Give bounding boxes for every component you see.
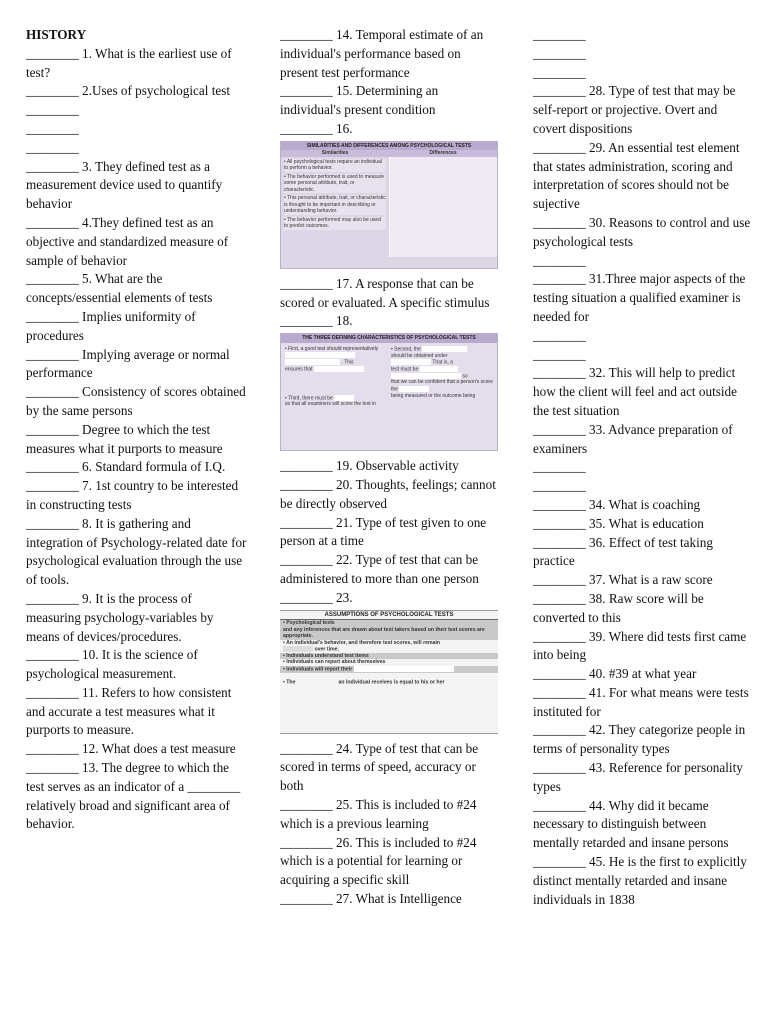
table-text: an individual receives is equal to his or her: [338, 679, 445, 686]
question-39: ________ 39. Where did tests first came into being: [533, 628, 747, 663]
question-36: ________ 36. Effect of test taking practice: [533, 534, 713, 569]
question-5d: ________ Degree to which the test measures what it purports to measure: [26, 421, 223, 456]
question-37: ________ 37. What is a raw score: [533, 572, 713, 588]
answer-blank: ________: [533, 252, 586, 268]
table-title: SIMILARITIES AND DIFFERENCES AMONG PSYCHOLOGICAL TESTS: [281, 142, 497, 151]
question-6: ________ 6. Standard formula of I.Q.: [26, 459, 226, 475]
question-20: ________ 20. Thoughts, feelings; cannot be directly observed: [280, 476, 496, 511]
question-40: ________ 40. #39 at what year: [533, 666, 697, 682]
table-text: that we can be confident that a person's score: [391, 379, 493, 386]
question-5c: ________ Consistency of scores obtained by the same persons: [26, 384, 246, 418]
table-text: • Individuals can report about themselves: [283, 659, 386, 666]
column-header-differences: Differences: [429, 150, 457, 157]
question-15: ________ 15. Determining an individual's present condition: [280, 83, 439, 118]
question-5b: ________ Implying average or normal performance: [26, 346, 230, 381]
question-7: ________ 7. 1st country to be interested in constructing tests: [26, 478, 239, 512]
table-text: • Psychological tests: [280, 620, 498, 627]
answer-blank: ________: [26, 120, 79, 136]
answer-blank: ________: [533, 459, 586, 475]
table-text: test must be: [391, 366, 419, 373]
question-30: ________ 30. Reasons to control and use psychological tests: [533, 214, 751, 249]
fill-blank: [334, 395, 354, 401]
question-5a: ________ Implies uniformity of procedures: [26, 308, 196, 343]
table-text: • The: [283, 679, 296, 686]
table-text: • Individuals will report their: [283, 666, 353, 673]
fill-blank: [399, 386, 429, 392]
answer-blank: ________: [26, 139, 79, 155]
question-8: ________ 8. It is gathering and integration of Psychology-related date for psychological evaluation through the use of tools.: [26, 515, 247, 588]
question-26: ________ 26. This is included to #24 which is a potential for learning or acquiring a specific skill: [280, 834, 477, 888]
question-45: ________ 45. He is the first to explicitly distinct mentally retarded and insane individuals in 1838: [533, 854, 747, 907]
similarities-table-image: [280, 141, 498, 269]
table-row: • The behavior performed is used to measure some personal attribute, trait, or characteristic.: [284, 174, 386, 194]
question-35: ________ 35. What is education: [533, 515, 704, 531]
answer-blank: ________: [533, 478, 586, 494]
question-41: ________ 41. For what means were tests instituted for: [533, 684, 749, 719]
answer-blank: ________: [533, 45, 586, 61]
table-title: ASSUMPTIONS OF PSYCHOLOGICAL TESTS: [280, 611, 498, 621]
question-25: ________ 25. This is included to #24 which is a previous learning: [280, 796, 477, 831]
question-18: ________ 18.: [280, 313, 353, 329]
table-text: being measured or the outcome being: [391, 392, 476, 399]
column-1: [26, 26, 248, 834]
table-text: • An individual's behavior, and therefore test scores, will remain: [283, 639, 441, 646]
question-11: ________ 11. Refers to how consistent and accurate a test measures what it purports to measure.: [26, 684, 232, 738]
question-32: ________ 32. This will help to predict how the client will feel and act outside the test situation: [533, 365, 737, 418]
fill-blank: [391, 373, 461, 379]
question-1: ________ 1. What is the earliest use of test?: [26, 45, 232, 80]
differences-blank-area: [389, 157, 497, 257]
table-row: • This personal attribute, trait, or characteristic is thought to be important in describing or understanding behavior.: [284, 195, 386, 215]
table-text: • Third, there must be: [285, 394, 333, 401]
fill-blank: [422, 346, 467, 352]
fill-blank: [354, 666, 454, 672]
table-text: ensures that: [285, 366, 313, 373]
question-24: ________ 24. Type of test that can be scored in terms of speed, accuracy or both: [280, 740, 479, 794]
question-9: ________ 9. It is the process of measuring psychology-variables by means of devices/procedures.: [26, 590, 214, 644]
table-text: so: [462, 372, 468, 379]
question-16: ________ 16.: [280, 120, 353, 136]
question-43: ________ 43. Reference for personality types: [533, 760, 743, 794]
question-42: ________ 42. They categorize people in terms of personality types: [533, 722, 746, 757]
fill-blank: [391, 359, 431, 365]
fill-blank: [285, 352, 355, 358]
answer-blank: ________: [26, 102, 79, 118]
table-text: That is, a: [432, 359, 453, 366]
question-13: ________ 13. The degree to which the test serves as an indicator of a ________ relatively broad and significant area of behavior.: [26, 760, 241, 832]
table-text: the: [391, 386, 398, 393]
table-text: . This: [341, 359, 354, 366]
column-header-similarities: Similarities: [321, 150, 349, 157]
fill-blank: [314, 366, 364, 372]
question-4: ________ 4.They defined test as an objective and standardized measure of sample of behavior: [26, 214, 229, 268]
table-text: over time.: [314, 646, 339, 653]
question-29: ________ 29. An essential test element that states administration, scoring and interpretation of scores should not be sujective: [533, 139, 740, 212]
question-28: ________ 28. Type of test that may be self-report or projective. Overt and covert dispositions: [533, 83, 736, 136]
question-23: ________ 23.: [280, 589, 353, 605]
question-21: ________ 21. Type of test given to one person at a time: [280, 514, 487, 549]
table-text: • Second, the: [391, 346, 421, 352]
question-38: ________ 38. Raw score will be converted to this: [533, 590, 704, 625]
answer-blank: ________: [533, 27, 586, 42]
column-3: [533, 26, 751, 909]
table-text: should be obtained under: [391, 352, 448, 359]
assumptions-table-image: [280, 610, 498, 734]
table-text: • First, a good test should representatively: [285, 345, 379, 352]
table-text: • Individuals understand test items: [280, 653, 498, 660]
question-10: ________ 10. It is the science of psychological measurement.: [26, 647, 198, 682]
question-5: ________ 5. What are the concepts/essential elements of tests: [26, 271, 213, 306]
question-14: ________ 14. Temporal estimate of an individual's performance based on present test performance: [280, 27, 484, 80]
question-22: ________ 22. Type of test that can be administered to more than one person: [280, 552, 479, 586]
table-title: THE THREE DEFINING CHARACTERISTICS OF PSYCHOLOGICAL TESTS: [281, 334, 497, 343]
question-27: ________ 27. What is Intelligence: [280, 890, 462, 906]
question-3: ________ 3. They defined test as a measurement device used to quantify behavior: [26, 158, 223, 212]
section-title: HISTORY: [26, 27, 87, 42]
answer-blank: ________: [533, 64, 586, 80]
table-text: and any inferences that are drawn about test takers based on their test scores are appropriate.: [280, 627, 498, 640]
answer-blank: ________: [533, 346, 586, 362]
table-row: • All psychological tests require an individual to perform a behavior.: [284, 159, 386, 172]
question-12: ________ 12. What does a test measure: [26, 741, 236, 757]
question-34: ________ 34. What is coaching: [533, 496, 701, 512]
question-33: ________ 33. Advance preparation of examiners: [533, 421, 733, 456]
fill-blank: [420, 366, 458, 372]
fill-blank: [285, 359, 340, 365]
question-17: ________ 17. A response that can be scored or evaluated. A specific stimulus: [280, 275, 490, 310]
question-31: ________ 31.Three major aspects of the testing situation a qualified examiner is needed for: [533, 271, 746, 324]
column-2: [280, 26, 498, 909]
answer-blank: ________: [533, 327, 586, 343]
table-text: so that all examiners will score the test in: [285, 401, 376, 408]
question-44: ________ 44. Why did it became necessary to distinguish between mentally retarded and insane persons: [533, 797, 729, 851]
fill-blank: [283, 646, 313, 652]
fill-blank: [297, 679, 337, 685]
characteristics-table-image: [280, 333, 498, 451]
table-row: • The behavior performed may also be used to predict outcomes.: [284, 217, 386, 230]
question-2: ________ 2.Uses of psychological test: [26, 83, 231, 99]
question-19: ________ 19. Observable activity: [280, 458, 459, 474]
